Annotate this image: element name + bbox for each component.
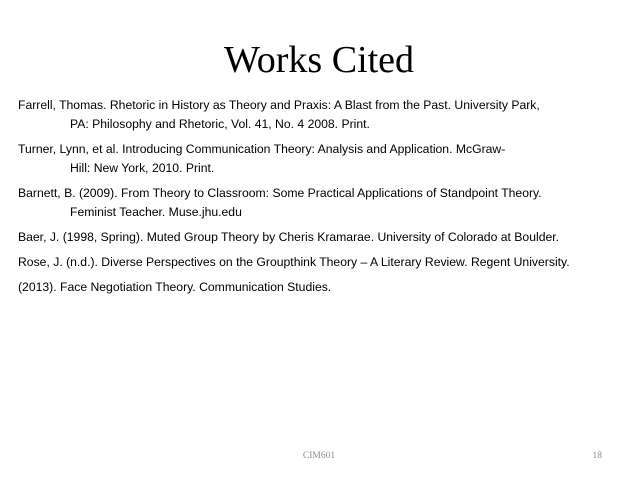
reference-item: Farrell, Thomas. Rhetoric in History as Theory and Praxis: A Blast from the Past. University Park, PA: Philosophy and Rhetoric, Vol. 41, No. 4 2008. Print. xyxy=(18,98,540,131)
footer-text: CIM601 xyxy=(302,451,336,461)
page-number: 18 xyxy=(592,451,602,461)
slide-title: Works Cited xyxy=(223,39,415,81)
reference-item: (2013). Face Negotiation Theory. Communication Studies. xyxy=(18,280,332,294)
reference-item: Turner, Lynn, et al. Introducing Communication Theory: Analysis and Application. McGraw- Hill: New York, 2010. Print. xyxy=(18,142,506,175)
reference-item: Rose, J. (n.d.). Diverse Perspectives on the Groupthink Theory – A Literary Review. Regent University. xyxy=(18,255,570,269)
works-cited-list xyxy=(18,96,618,303)
reference-item: Baer, J. (1998, Spring). Muted Group Theory by Cheris Kramarae. University of Colorado at Boulder. xyxy=(18,230,560,244)
reference-item: Barnett, B. (2009). From Theory to Classroom: Some Practical Applications of Standpoint Theory. Feminist Teacher. Muse.jhu.edu xyxy=(18,186,542,219)
